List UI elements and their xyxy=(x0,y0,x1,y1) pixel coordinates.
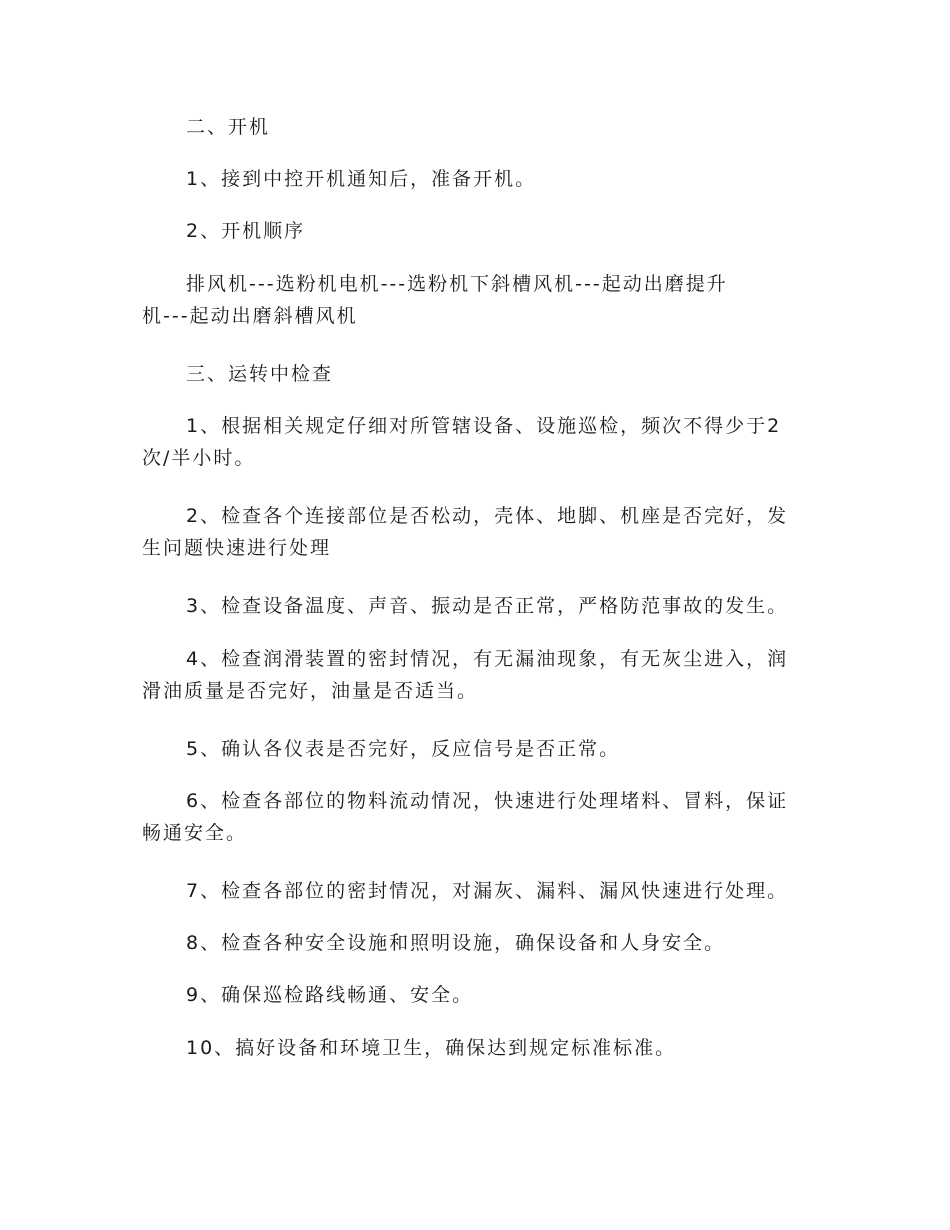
startup-sequence xyxy=(142,268,810,332)
paragraph-line: 生问题快速进行处理 xyxy=(142,537,332,559)
paragraph-line: 4、检查润滑装置的密封情况，有无漏油现象，有无灰尘进入，润 xyxy=(186,648,789,670)
section-heading-text: 三、运转中检查 xyxy=(186,363,334,385)
paragraph-line: 次/半小时。 xyxy=(142,447,256,469)
sequence-line: 排风机---选粉机电机---选粉机下斜槽风机---起动出磨提升 xyxy=(186,273,728,295)
inspection-item-8 xyxy=(142,927,810,959)
paragraph-line: 2、检查各个连接部位是否松动，壳体、地脚、机座是否完好，发 xyxy=(186,505,789,527)
sequence-line: 机---起动出磨斜槽风机 xyxy=(142,305,358,327)
paragraph-text: 1、接到中控开机通知后，准备开机。 xyxy=(186,168,537,190)
section-heading-text: 二、开机 xyxy=(186,116,271,138)
inspection-item-10 xyxy=(142,1032,810,1064)
paragraph-line: 5、确认各仪表是否完好，反应信号是否正常。 xyxy=(186,738,621,760)
paragraph-line: 6、检查各部位的物料流动情况，快速进行处理堵料、冒料，保证 xyxy=(186,790,789,812)
section-heading-startup xyxy=(142,111,810,143)
inspection-item-9 xyxy=(142,979,810,1011)
section-heading-inspection xyxy=(142,358,810,390)
paragraph-line: 滑油质量是否完好，油量是否适当。 xyxy=(142,680,479,702)
inspection-item-4 xyxy=(142,643,810,707)
inspection-item-3 xyxy=(142,590,810,622)
inspection-item-7 xyxy=(142,875,810,907)
paragraph-line: 8、检查各种安全设施和照明设施，确保设备和人身安全。 xyxy=(186,932,726,954)
paragraph-line: 7、检查各部位的密封情况，对漏灰、漏料、漏风快速进行处理。 xyxy=(186,880,789,902)
paragraph-line: 1、根据相关规定仔细对所管辖设备、设施巡检，频次不得少于2 xyxy=(186,415,782,437)
paragraph-line: 3、检查设备温度、声音、振动是否正常，严格防范事故的发生。 xyxy=(186,595,789,617)
inspection-item-6 xyxy=(142,785,810,849)
paragraph-line: 10、搞好设备和环境卫生，确保达到规定标准标准。 xyxy=(186,1037,677,1059)
paragraph-line: 9、确保巡检路线畅通、安全。 xyxy=(186,984,474,1006)
paragraph-text: 2、开机顺序 xyxy=(186,220,306,242)
paragraph-line: 畅通安全。 xyxy=(142,822,248,844)
inspection-item-5 xyxy=(142,733,810,765)
inspection-item-1 xyxy=(142,410,810,474)
startup-item-2 xyxy=(142,215,810,247)
startup-item-1 xyxy=(142,163,810,195)
inspection-item-2 xyxy=(142,500,810,564)
